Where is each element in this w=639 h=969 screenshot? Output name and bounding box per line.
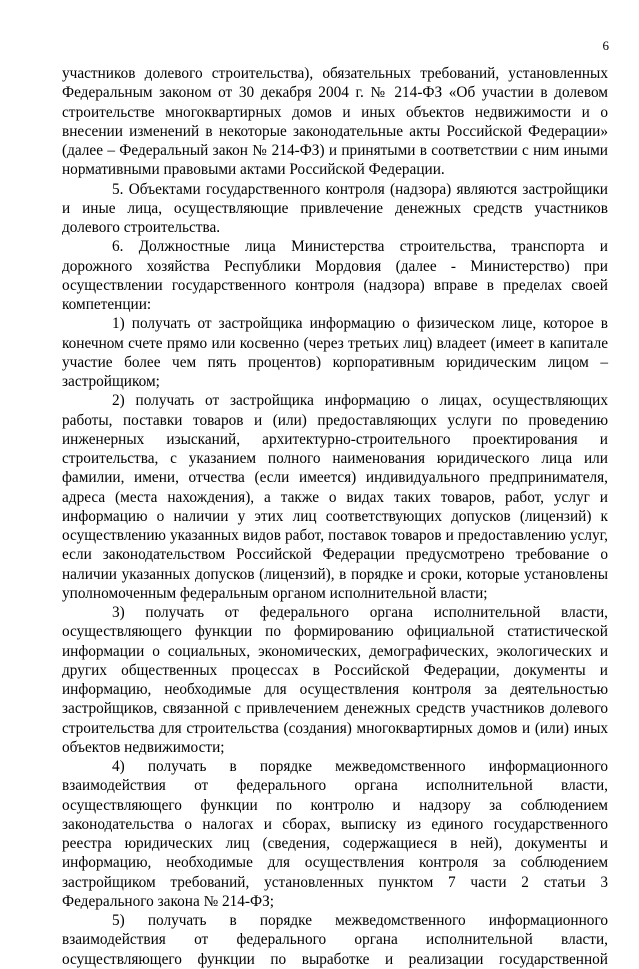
paragraph-item-6: 6. Должностные лица Министерства строительства, транспорта и дорожного хозяйства Республики Мордовия (далее - Министерство) при осуществлении государственного контроля (надзора) вправе в пределах своей компетенции: [62,238,608,313]
page-number: 6 [602,38,609,53]
subitem-3: 3) получать от федерального органа исполнительной власти, осуществляющего функции по формированию официальной статистической информации о социальных, экономических, демографических, экологических и других общественных процессах в Российской Федерации, документы и информацию, необходимые для осуществления контроля за деятельностью застройщиков, связанной с привлечением денежных средств участников долевого строительства для строительства (создания) многоквартирных домов и (или) иных объектов недвижимости; [62,604,608,756]
document-body [62,64,608,969]
subitem-2: 2) получать от застройщика информацию о лицах, осуществляющих работы, поставки товаров и (или) предоставляющих услуги по проведению инженерных изысканий, архитектурно-строительного проектирования и строительства, с указанием полного наименования юридического лица или фамилии, имени, отчества (если имеется) индивидуального предпринимателя, адреса (места нахождения), а также о видах таких товаров, работ, услуг и информацию о наличии у этих лиц соответствующих допусков (лицензий) к осуществлению указанных видов работ, поставок товаров и предоставлению услуг, если законодательством Российской Федерации предусмотрено требование о наличии указанных допусков (лицензий), в порядке и сроки, которые установлены уполномоченным федеральным органом исполнительной власти; [62,392,608,602]
subitem-1: 1) получать от застройщика информацию о физическом лице, которое в конечном счете прямо или косвенно (через третьих лиц) владеет (имеет в капитале участие более чем пять процентов) корпоративным юридическим лицом – застройщиком; [62,315,608,390]
subitem-5: 5) получать в порядке межведомственного информационного взаимодействия от федерального органа исполнительной власти, осуществляющего функции по выработке и реализации государственной [62,912,608,968]
paragraph-item-5: 5. Объектами государственного контроля (надзора) являются застройщики и иные лица, осуществляющие привлечение денежных средств участников долевого строительства. [62,180,608,236]
subitem-4: 4) получать в порядке межведомственного информационного взаимодействия от федерального органа исполнительной власти, осуществляющего функции по контролю и надзору за соблюдением законодательства о налогах и сборах, выписку из единого государственного реестра юридических лиц (сведения, содержащиеся в ней), документы и информацию, необходимые для осуществления контроля за соблюдением застройщиком требований, установленных пунктом 7 части 2 статьи 3 Федерального закона № 214-ФЗ; [62,758,608,910]
paragraph-continuation: участников долевого строительства), обязательных требований, установленных Федеральным законом от 30 декабря 2004 г. № 214-ФЗ «Об участии в долевом строительстве многоквартирных домов и иных объектов недвижимости и о внесении изменений в некоторые законодательные акты Российской Федерации» (далее – Федеральный закон № 214-ФЗ) и принятыми в соответствии с ним иными нормативными правовыми актами Российской Федерации. [62,65,608,179]
